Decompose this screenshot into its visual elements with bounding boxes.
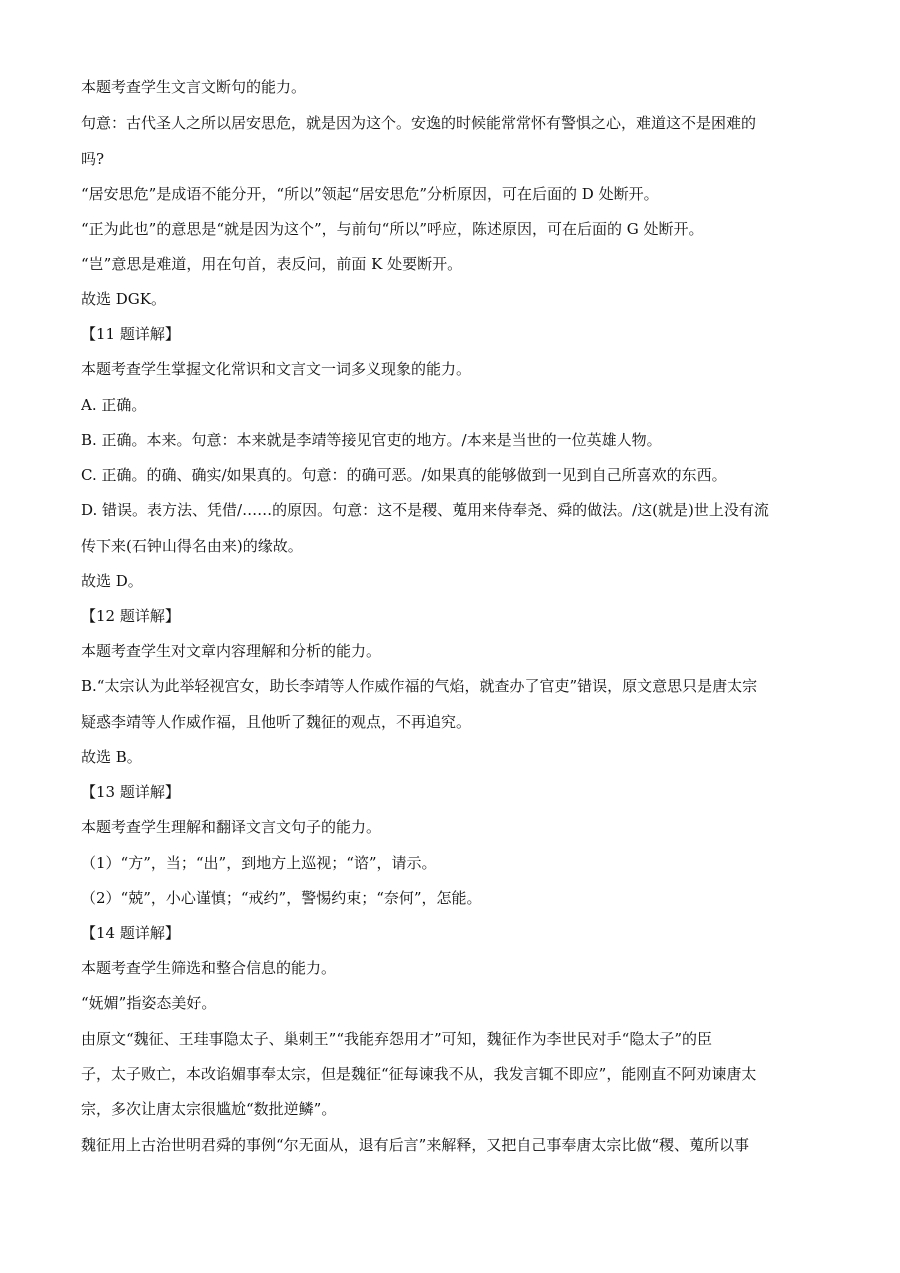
- section-heading: 【13 题详解】: [81, 783, 180, 801]
- text-line: 故选 DGK。: [81, 290, 166, 308]
- text-line: 子，太子败亡，本改谄媚事奉太宗，但是魏征“征每谏我不从，我发言辄不即应”，能刚直不阿劝谏唐太: [81, 1065, 757, 1083]
- text-line: B. 正确。本来。句意：本来就是李靖等接见官吏的地方。/本来是当世的一位英雄人物。: [81, 431, 662, 449]
- text-line: 由原文“魏征、王珪事隐太子、巢刺王”“我能弃怨用才”可知，魏征作为李世民对手“隐太子”的臣: [81, 1030, 713, 1048]
- text-line: 疑惑李靖等人作威作福，且他听了魏征的观点，不再追究。: [81, 713, 472, 731]
- text-line: D. 错误。表方法、凭借/……的原因。句意：这不是稷、蒐用来侍奉尧、舜的做法。/这(就是)世上没有流: [81, 501, 769, 519]
- section-heading: 【12 题详解】: [81, 607, 180, 625]
- text-line: 故选 B。: [81, 748, 142, 766]
- text-line: 本题考查学生对文章内容理解和分析的能力。: [81, 642, 382, 660]
- text-line: （2）“兢”，小心谨慎；“戒约”，警惕约束；“奈何”，怎能。: [81, 889, 482, 907]
- text-line: “妩媚”指姿态美好。: [81, 994, 217, 1012]
- text-line: 魏征用上古治世明君舜的事例“尔无面从，退有后言”来解释，又把自己事奉唐太宗比做“稷、蒐所以事: [81, 1136, 750, 1154]
- text-line: 本题考查学生筛选和整合信息的能力。: [81, 959, 337, 977]
- section-heading: 【14 题详解】: [81, 924, 180, 942]
- text-line: 故选 D。: [81, 572, 143, 590]
- text-line: 宗，多次让唐太宗很尴尬“数批逆鳞”。: [81, 1100, 337, 1118]
- text-line: 本题考查学生理解和翻译文言文句子的能力。: [81, 818, 382, 836]
- section-heading: 【11 题详解】: [81, 325, 180, 343]
- text-line: （1）“方”，当；“出”，到地方上巡视；“谘”，请示。: [81, 854, 437, 872]
- text-line: “岂”意思是难道，用在句首，表反问，前面 K 处要断开。: [81, 255, 463, 273]
- text-line: B.“太宗认为此举轻视宫女，助长李靖等人作威作福的气焰，就查办了官吏”错误，原文意思只是唐太宗: [81, 677, 758, 695]
- text-line: C. 正确。的确、确实/如果真的。句意：的确可恶。/如果真的能够做到一见到自己所喜欢的东西。: [81, 466, 727, 484]
- text-line: “居安思危”是成语不能分开，“所以”领起“居安思危”分析原因，可在后面的 D 处断开。: [81, 185, 659, 203]
- text-line: 本题考查学生掌握文化常识和文言文一词多义现象的能力。: [81, 360, 472, 378]
- text-line: A. 正确。: [81, 396, 147, 414]
- text-line: 本题考查学生文言文断句的能力。: [81, 78, 307, 96]
- text-line: 句意：古代圣人之所以居安思危，就是因为这个。安逸的时候能常常怀有警惧之心，难道这不是困难的: [81, 114, 757, 132]
- text-line: “正为此也”的意思是“就是因为这个”，与前句“所以”呼应，陈述原因，可在后面的 G 处断开。: [81, 220, 704, 238]
- text-line: 吗?: [81, 150, 105, 168]
- text-line: 传下来(石钟山得名由来)的缘故。: [81, 537, 303, 555]
